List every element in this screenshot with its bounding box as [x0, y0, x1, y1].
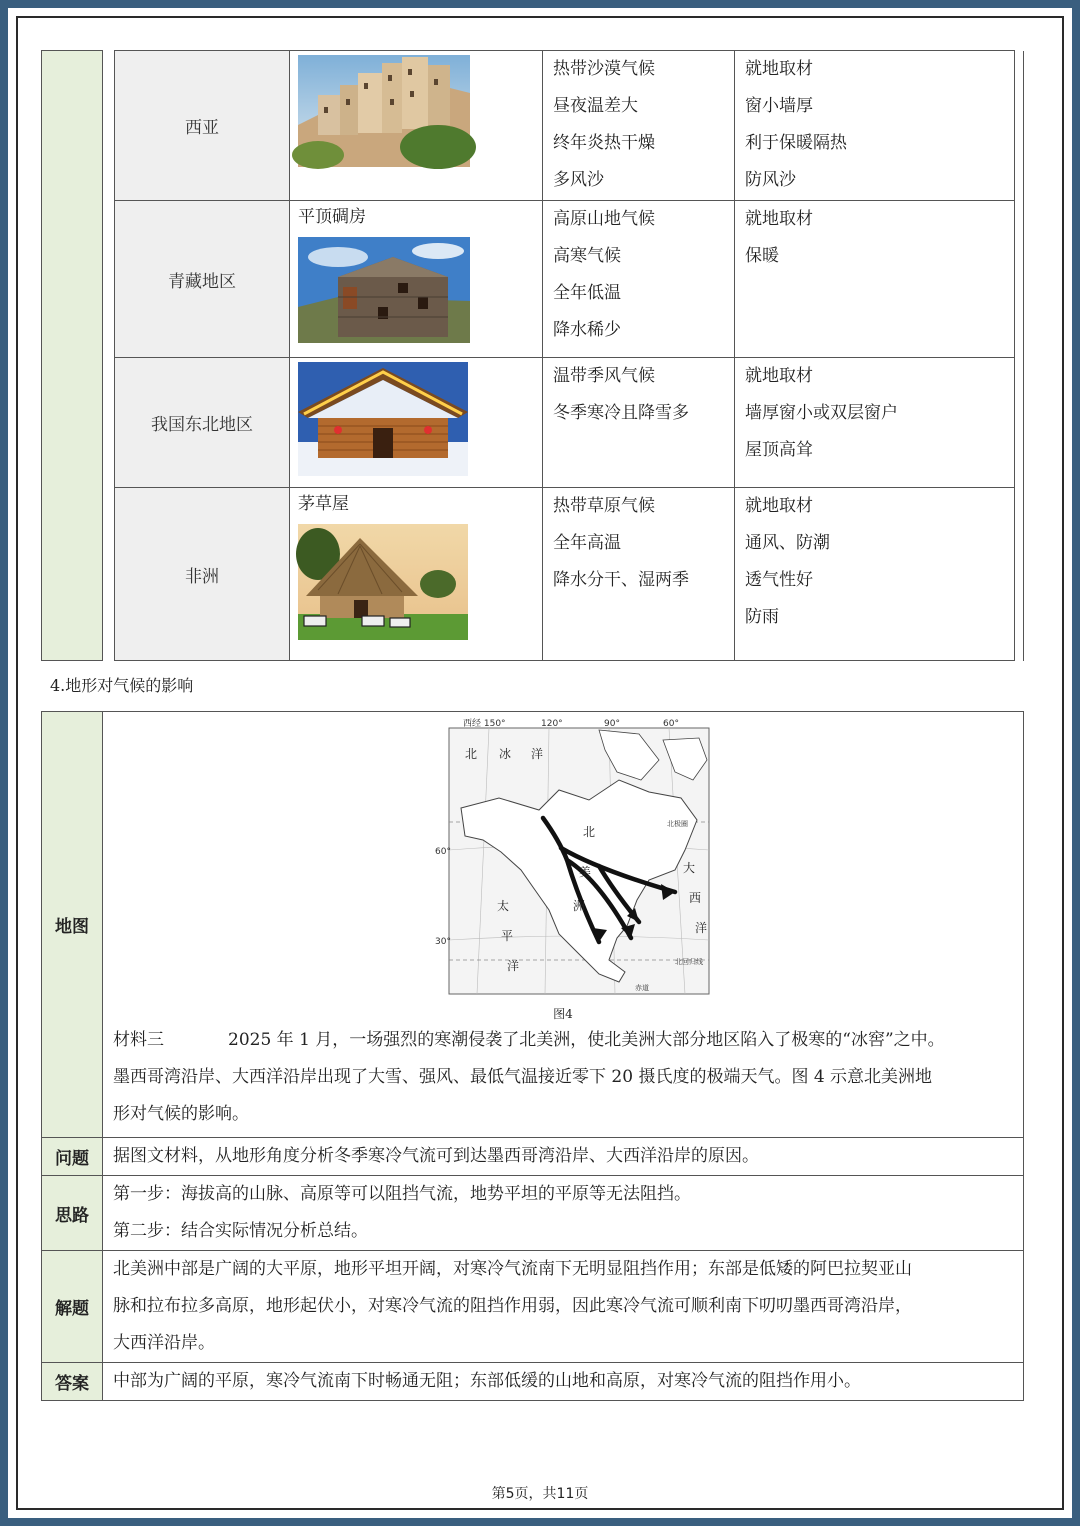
left-label-column [42, 51, 103, 661]
question-label: 问题 [42, 1138, 103, 1176]
west-asia-stone-houses-photo [298, 55, 470, 167]
photo-caption: 平顶碉房 [298, 207, 366, 227]
feature-line: 墙厚窗小或双层窗户 [745, 403, 898, 423]
solution-line: 脉和拉布拉多高原，地形起伏小，对寒冷气流的阻挡作用弱，因此寒冷气流可顺利南下叨叨墨西哥湾沿岸， [113, 1296, 912, 1316]
climate-line: 多风沙 [553, 170, 604, 190]
african-thatched-hut-photo [298, 524, 468, 640]
table-row [42, 1138, 1024, 1176]
feature-cell [735, 358, 1015, 488]
material-line: 2025 年 1 月，一场强烈的寒潮侵袭了北美洲，使北美洲大部分地区陷入了极寒的“冰窖”之中。 [228, 1030, 945, 1050]
climate-line: 冬季寒冷且降雪多 [553, 403, 689, 423]
continent-label: 美 [579, 865, 592, 879]
region-cell: 青藏地区 [115, 201, 290, 358]
feature-line: 利于保暖隔热 [745, 133, 847, 153]
section-title: 4.地形对气候的影响 [50, 676, 194, 695]
climate-cell [543, 358, 735, 488]
climate-cell [543, 51, 735, 201]
lon-label: 60° [663, 719, 679, 729]
solution-label: 解题 [42, 1251, 103, 1363]
climate-line: 热带草原气候 [553, 496, 655, 516]
ocean-label: 洋 [507, 959, 520, 973]
thinking-cell [103, 1176, 1024, 1251]
table-row [42, 1176, 1024, 1251]
solution-line: 大西洋沿岸。 [113, 1333, 215, 1353]
continent-label: 洲 [573, 899, 586, 913]
answer-label: 答案 [42, 1363, 103, 1401]
feature-line: 防雨 [745, 607, 779, 627]
ocean-label: 平 [501, 929, 514, 943]
question-text: 据图文材料，从地形角度分析冬季寒冷气流可到达墨西哥湾沿岸、大西洋沿岸的原因。 [103, 1138, 1024, 1176]
thinking-label: 思路 [42, 1176, 103, 1251]
ocean-label: 冰 [499, 747, 512, 761]
lon-label: 90° [604, 719, 620, 729]
climate-cell [543, 201, 735, 358]
page-number: 第5页，共11页 [491, 1486, 589, 1502]
feature-line: 保暖 [745, 246, 779, 266]
feature-line: 透气性好 [745, 570, 813, 590]
ocean-label: 洋 [531, 747, 544, 761]
region-cell: 非洲 [115, 488, 290, 661]
photo-caption: 茅草屋 [298, 494, 349, 514]
housing-climate-table [41, 50, 1024, 661]
material-line: 墨西哥湾沿岸、大西洋沿岸出现了大雪、强风、最低气温接近零下 20 摄氏度的极端天气。图 4 示意北美洲地 [113, 1067, 933, 1087]
climate-line: 全年低温 [553, 283, 621, 303]
feature-line: 防风沙 [745, 170, 796, 190]
equator-label: 赤道 [635, 984, 649, 992]
continent-label: 北 [583, 825, 596, 839]
solution-line: 北美洲中部是广阔的大平原，地形平坦开阔，对寒冷气流南下无明显阻挡作用；东部是低矮的阿巴拉契亚山 [113, 1259, 912, 1279]
climate-line: 高原山地气候 [553, 209, 655, 229]
feature-line: 就地取材 [745, 366, 813, 386]
tibetan-stone-house-photo [298, 237, 470, 343]
ocean-label: 西 [689, 891, 702, 905]
climate-line: 昼夜温差大 [553, 96, 638, 116]
feature-line: 就地取材 [745, 59, 813, 79]
cold-air-arrows-map [435, 719, 709, 994]
figure-caption: 图4 [553, 1007, 573, 1021]
tropic-label: 北回归线 [675, 958, 703, 966]
map-label: 地图 [42, 712, 103, 1138]
region-cell: 西亚 [115, 51, 290, 201]
table-row [42, 1251, 1024, 1363]
material-label: 材料三 [113, 1030, 164, 1050]
map-figure [113, 712, 1013, 1022]
terrain-case-table [41, 711, 1024, 1401]
northeast-log-house-photo [298, 362, 468, 476]
feature-line: 窗小墙厚 [745, 96, 813, 116]
answer-text: 中部为广阔的平原，寒冷气流南下时畅通无阻；东部低缓的山地和高原，对寒冷气流的阻挡作用小。 [103, 1363, 1024, 1401]
region-cell: 我国东北地区 [115, 358, 290, 488]
ocean-label: 洋 [695, 921, 708, 935]
table-row [42, 488, 1024, 661]
thinking-line: 第一步：海拔高的山脉、高原等可以阻挡气流，地势平坦的平原等无法阻挡。 [113, 1184, 691, 1204]
image-cell [290, 201, 543, 358]
ocean-label: 北 [465, 747, 478, 761]
table-row [42, 712, 1024, 1138]
feature-cell [735, 488, 1015, 661]
material-line: 形对气候的影响。 [113, 1104, 249, 1124]
map-cell [103, 712, 1024, 1138]
image-cell [290, 358, 543, 488]
ocean-label: 太 [497, 899, 510, 913]
table-row [42, 51, 1024, 201]
feature-cell [735, 201, 1015, 358]
climate-line: 全年高温 [553, 533, 621, 553]
table-row [42, 201, 1024, 358]
table-row [42, 1363, 1024, 1401]
climate-line: 终年炎热干燥 [553, 133, 655, 153]
climate-line: 高寒气候 [553, 246, 621, 266]
image-cell [290, 488, 543, 661]
thinking-line: 第二步：结合实际情况分析总结。 [113, 1221, 368, 1241]
climate-line: 温带季风气候 [553, 366, 655, 386]
climate-line: 热带沙漠气候 [553, 59, 655, 79]
table-row [42, 358, 1024, 488]
climate-line: 降水稀少 [553, 320, 621, 340]
lon-label: 西经 150° [463, 719, 506, 729]
solution-cell [103, 1251, 1024, 1363]
ocean-label: 大 [683, 861, 696, 875]
feature-line: 就地取材 [745, 496, 813, 516]
feature-cell [735, 51, 1015, 201]
lat-label: 60° [435, 847, 451, 857]
arctic-circle-label: 北极圈 [667, 820, 688, 828]
climate-cell [543, 488, 735, 661]
image-cell [290, 51, 543, 201]
feature-line: 屋顶高耸 [745, 440, 813, 460]
feature-line: 就地取材 [745, 209, 813, 229]
lat-label: 30° [435, 937, 451, 947]
lon-label: 120° [541, 719, 563, 729]
feature-line: 通风、防潮 [745, 533, 830, 553]
climate-line: 降水分干、湿两季 [553, 570, 689, 590]
